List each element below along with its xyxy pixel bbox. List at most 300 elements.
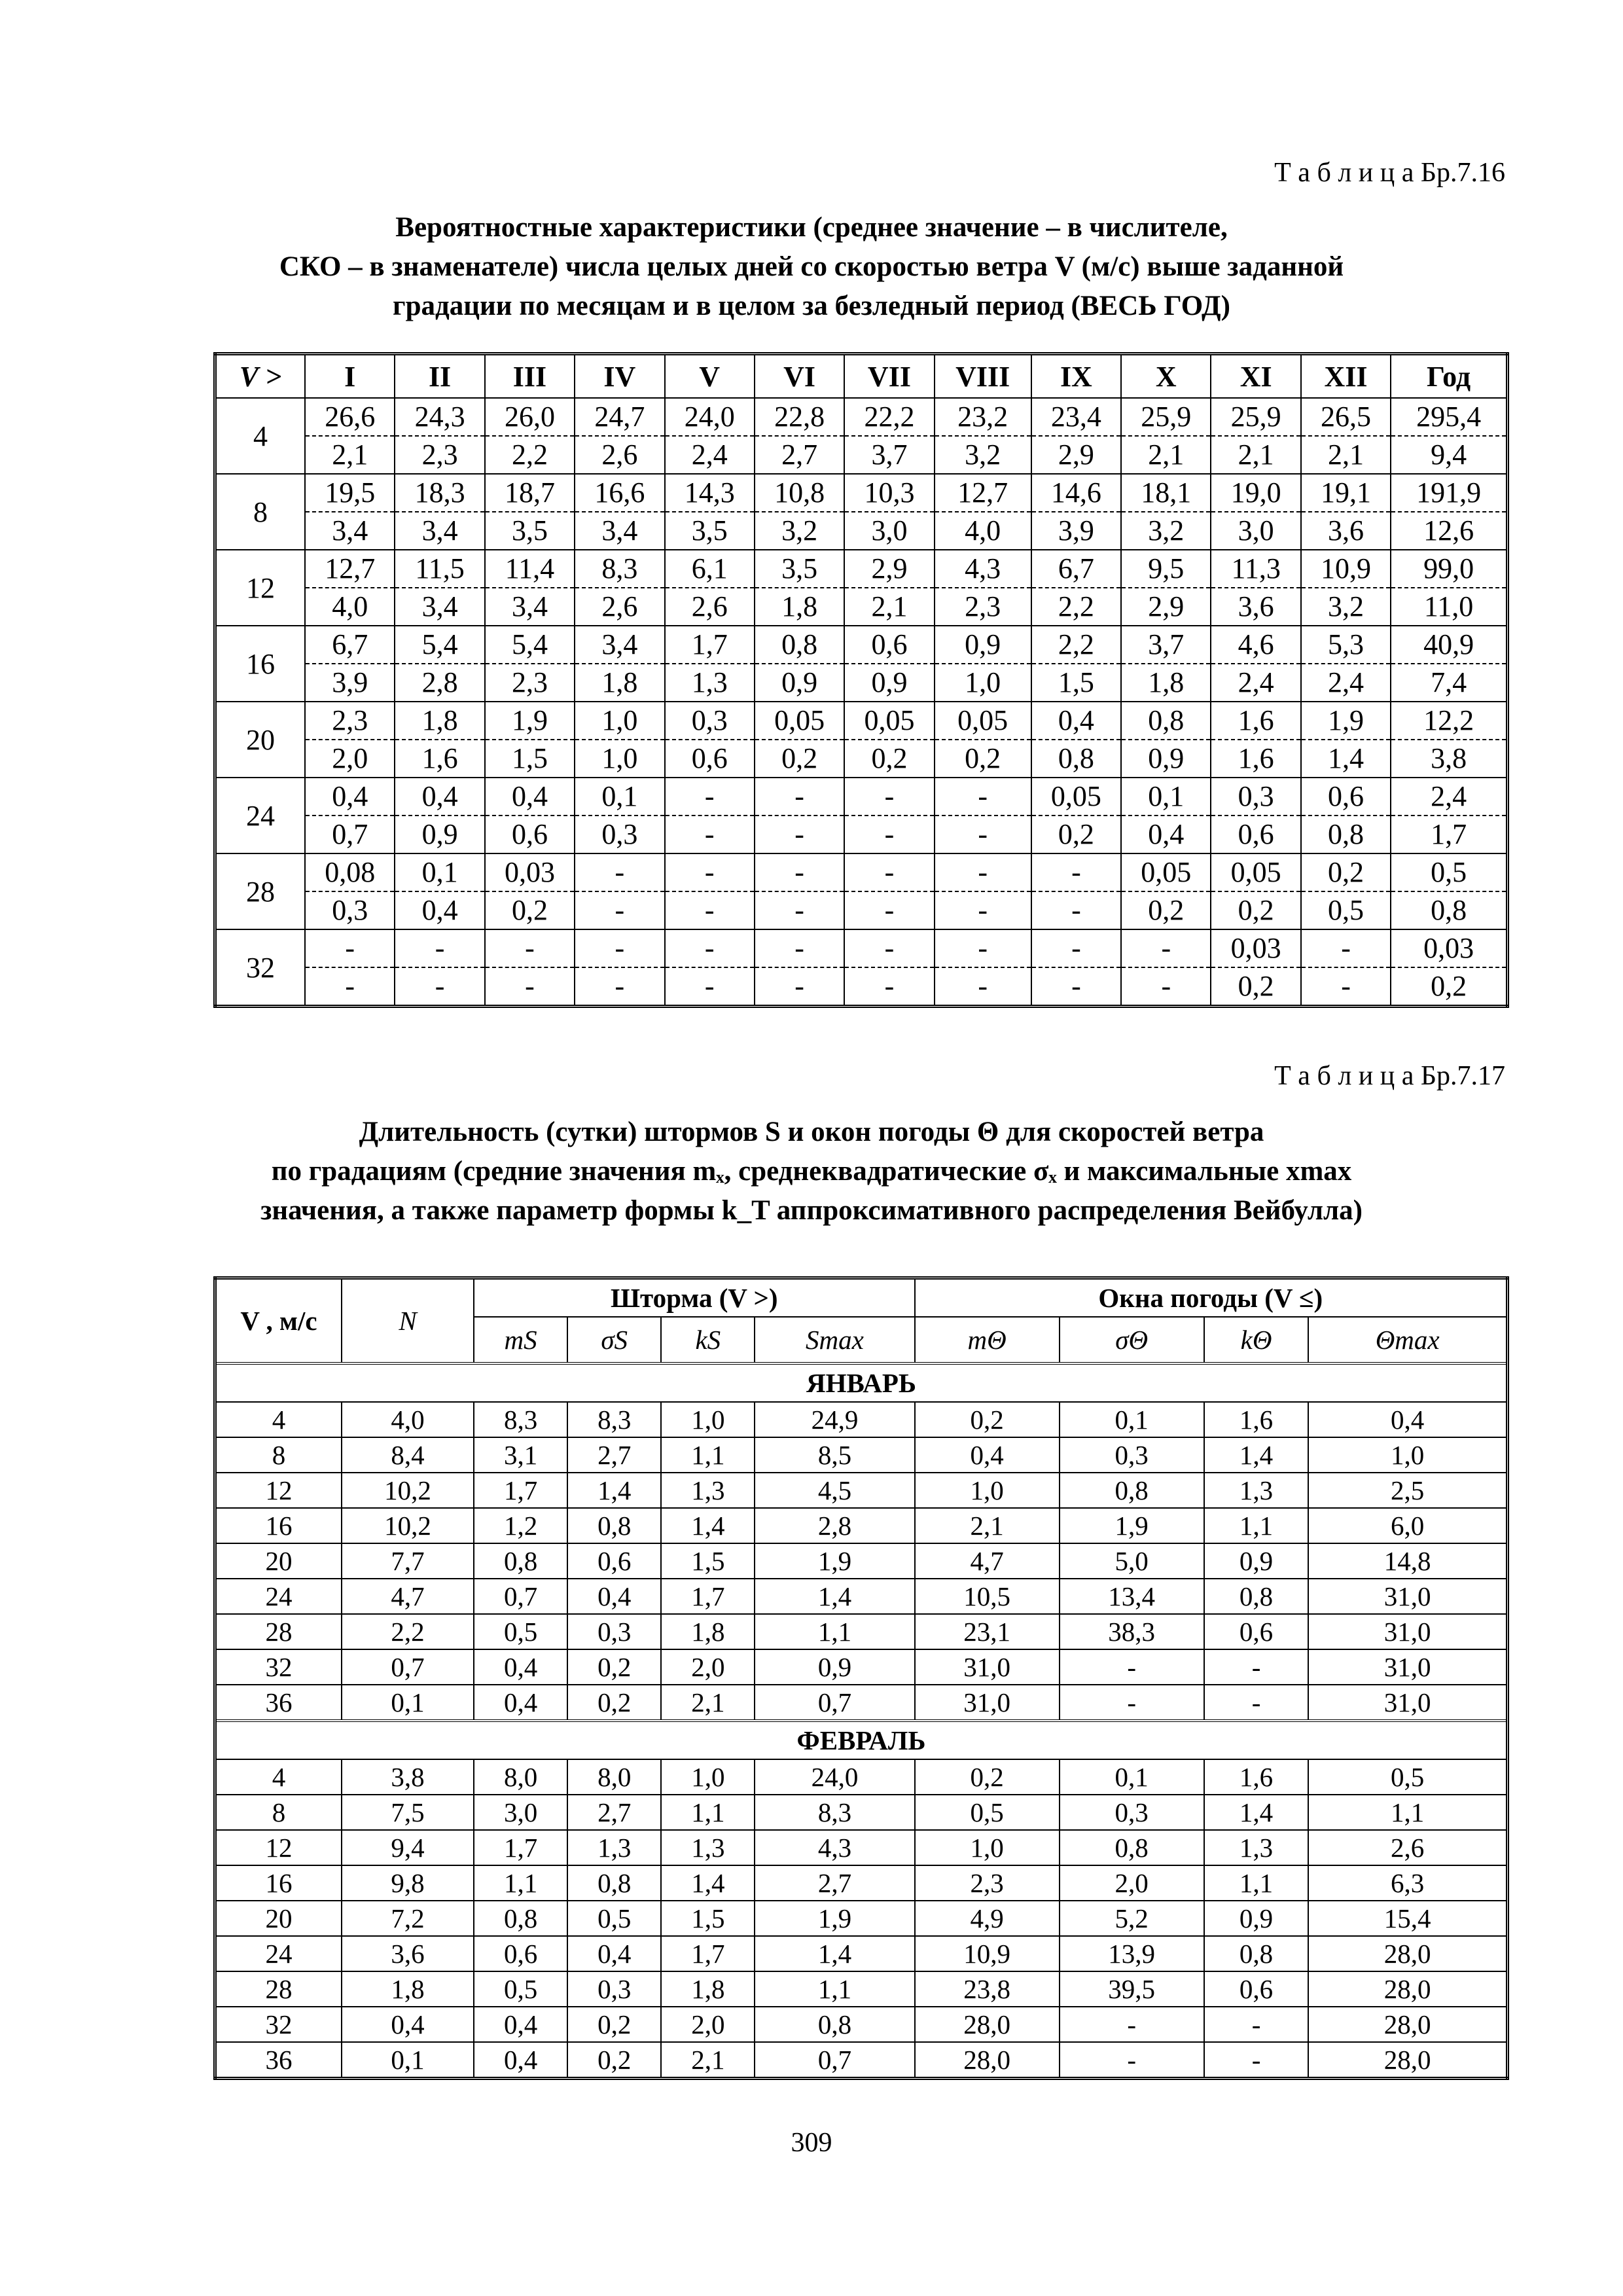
table-cell: 0,3 [1060, 1437, 1204, 1473]
mean-cell: 0,1 [575, 778, 664, 816]
sd-cell: 0,2 [844, 740, 934, 778]
sd-cell: 2,3 [395, 436, 484, 474]
mean-cell: 1,9 [1301, 702, 1391, 740]
table-cell: 8 [215, 1795, 342, 1830]
mean-cell: 0,03 [1211, 929, 1300, 967]
table-cell: 0,6 [567, 1543, 661, 1579]
table-cell: 9,8 [342, 1865, 474, 1901]
mean-cell: 25,9 [1121, 398, 1211, 436]
month-label: ЯНВАРЬ [215, 1363, 1508, 1402]
mean-cell: - [935, 778, 1031, 816]
table-cell: 0,7 [755, 2042, 914, 2079]
table-cell: 0,4 [474, 2007, 567, 2042]
table-cell: 0,5 [1308, 1759, 1507, 1795]
table-cell: 1,3 [1204, 1830, 1309, 1865]
table-cell: 1,4 [661, 1865, 755, 1901]
table-cell: 1,5 [661, 1543, 755, 1579]
sd-cell: 0,9 [1121, 740, 1211, 778]
table-cell: 2,7 [567, 1437, 661, 1473]
table-row [215, 1759, 1508, 1795]
mean-cell: 6,1 [665, 550, 755, 588]
sd-cell: 0,9 [755, 664, 844, 702]
table-cell: 32 [215, 2007, 342, 2042]
table-cell: 12 [215, 1830, 342, 1865]
mean-cell: 10,3 [844, 474, 934, 512]
sd-cell: 2,0 [305, 740, 395, 778]
table-cell: 0,8 [474, 1901, 567, 1936]
table-cell: 0,2 [915, 1759, 1060, 1795]
sd-cell: 0,9 [844, 664, 934, 702]
caption-line: Вероятностные характеристики (среднее значение – в числителе, [395, 212, 1228, 243]
table-cell: 0,2 [567, 1685, 661, 1721]
sd-cell: 2,1 [1301, 436, 1391, 474]
mean-cell: - [665, 778, 755, 816]
table-cell: 8 [215, 1437, 342, 1473]
sd-cell: 3,4 [485, 588, 575, 626]
sd-cell: 1,8 [1121, 664, 1211, 702]
sd-cell: - [935, 967, 1031, 1007]
speed-gradation-cell: 12 [215, 550, 306, 626]
table-cell: 28,0 [1308, 1971, 1507, 2007]
mean-cell: 295,4 [1391, 398, 1507, 436]
table-cell: 0,7 [755, 1685, 914, 1721]
sd-cell: 11,0 [1391, 588, 1507, 626]
sd-cell: 2,9 [1121, 588, 1211, 626]
sd-cell: 0,2 [1031, 816, 1121, 853]
header-cell: V > [215, 354, 306, 399]
sd-cell: 3,9 [305, 664, 395, 702]
table-cell: 0,8 [567, 1865, 661, 1901]
table-row-mean [215, 398, 1508, 436]
subheader-cell: σΘ [1060, 1317, 1204, 1363]
mean-cell: - [305, 929, 395, 967]
table-cell: 0,9 [755, 1649, 914, 1685]
table-cell: 1,3 [661, 1473, 755, 1508]
mean-cell: - [755, 778, 844, 816]
col-n-header: N [342, 1278, 474, 1364]
table-cell: 1,8 [661, 1971, 755, 2007]
sd-cell: 2,2 [485, 436, 575, 474]
sd-cell: - [755, 891, 844, 929]
table-cell: 20 [215, 1543, 342, 1579]
sd-cell: 3,7 [844, 436, 934, 474]
table-row-mean [215, 929, 1508, 967]
table-cell: 0,2 [567, 2042, 661, 2079]
table-cell: 1,4 [755, 1936, 914, 1971]
table-cell: 4,0 [342, 1402, 474, 1437]
table-cell: 1,3 [1204, 1473, 1309, 1508]
table-cell: 4,9 [915, 1901, 1060, 1936]
table-cell: 0,4 [474, 1685, 567, 1721]
mean-cell: 0,9 [935, 626, 1031, 664]
sd-cell: 2,8 [395, 664, 484, 702]
header-cell: VII [844, 354, 934, 399]
table-cell: 0,9 [1204, 1901, 1309, 1936]
mean-cell: 11,4 [485, 550, 575, 588]
header-cell: IX [1031, 354, 1121, 399]
speed-gradation-cell: 24 [215, 778, 306, 853]
table-cell: 4,7 [342, 1579, 474, 1614]
table-cell: 0,5 [474, 1971, 567, 2007]
mean-cell: 2,3 [305, 702, 395, 740]
mean-cell: 18,1 [1121, 474, 1211, 512]
table-row-mean [215, 853, 1508, 891]
table-row [215, 1543, 1508, 1579]
header-cell: VIII [935, 354, 1031, 399]
table-cell: 28,0 [1308, 2042, 1507, 2079]
table-cell: 13,4 [1060, 1579, 1204, 1614]
mean-cell: - [1031, 929, 1121, 967]
table-cell: 0,2 [915, 1402, 1060, 1437]
table-cell: 1,6 [1204, 1402, 1309, 1437]
table-cell: 1,6 [1204, 1759, 1309, 1795]
sd-cell: 1,5 [1031, 664, 1121, 702]
table-cell: 0,4 [342, 2007, 474, 2042]
table-cell: - [1060, 1685, 1204, 1721]
sd-cell: 0,2 [1391, 967, 1507, 1007]
table-cell: 2,0 [661, 2007, 755, 2042]
mean-cell: 0,6 [1301, 778, 1391, 816]
sd-cell: 2,7 [755, 436, 844, 474]
table-row [215, 1508, 1508, 1543]
table-cell: 0,8 [1204, 1936, 1309, 1971]
subheader-cell: Θmax [1308, 1317, 1507, 1363]
table-cell: 2,6 [1308, 1830, 1507, 1865]
table-cell: 0,1 [342, 1685, 474, 1721]
subheader-cell: kΘ [1204, 1317, 1309, 1363]
table-caption-7-17 [196, 1113, 1427, 1230]
table-cell: 1,2 [474, 1508, 567, 1543]
caption-line: градации по месяцам и в целом за безледный период (ВЕСЬ ГОД) [393, 291, 1230, 321]
sd-cell: 3,2 [1121, 512, 1211, 550]
mean-cell: 24,7 [575, 398, 664, 436]
table-cell: 28 [215, 1971, 342, 2007]
table-cell: 31,0 [1308, 1614, 1507, 1649]
sd-cell: 0,8 [1031, 740, 1121, 778]
mean-cell: 0,3 [1211, 778, 1300, 816]
sd-cell: 1,4 [1301, 740, 1391, 778]
mean-cell: 5,3 [1301, 626, 1391, 664]
mean-cell: 26,6 [305, 398, 395, 436]
mean-cell: - [485, 929, 575, 967]
mean-cell: 11,3 [1211, 550, 1300, 588]
mean-cell: 1,8 [395, 702, 484, 740]
table-cell: 2,1 [661, 1685, 755, 1721]
header-cell: I [305, 354, 395, 399]
table-cell: 1,1 [661, 1795, 755, 1830]
table-cell: 0,6 [1204, 1971, 1309, 2007]
table-cell: 0,1 [1060, 1759, 1204, 1795]
table-row [215, 1614, 1508, 1649]
sd-cell: 3,4 [305, 512, 395, 550]
sd-cell: 0,4 [395, 891, 484, 929]
caption-line: значения, а также параметр формы k_T аппроксимативного распределения Вейбулла) [260, 1195, 1363, 1226]
mean-cell: 0,8 [1121, 702, 1211, 740]
speed-gradation-cell: 20 [215, 702, 306, 778]
table-cell: 0,5 [474, 1614, 567, 1649]
sd-cell: 3,5 [665, 512, 755, 550]
table-cell: 0,5 [915, 1795, 1060, 1830]
table-cell: 0,6 [474, 1936, 567, 1971]
table-cell: 7,7 [342, 1543, 474, 1579]
mean-cell: 2,9 [844, 550, 934, 588]
table-row-sd [215, 891, 1508, 929]
table-cell: 0,8 [1204, 1579, 1309, 1614]
mean-cell: 12,7 [935, 474, 1031, 512]
sd-cell: 2,3 [485, 664, 575, 702]
table-cell: 5,0 [1060, 1543, 1204, 1579]
table-cell: 1,7 [661, 1936, 755, 1971]
table-cell: 24 [215, 1936, 342, 1971]
mean-cell: 0,05 [935, 702, 1031, 740]
table-cell: 0,9 [1204, 1543, 1309, 1579]
mean-cell: 18,7 [485, 474, 575, 512]
caption-line: СКО – в знаменателе) числа целых дней со скоростью ветра V (м/с) выше заданной [279, 251, 1344, 282]
table-label-7-17: Т а б л и ц а Бр.7.17 [1274, 1061, 1505, 1091]
mean-cell: 5,4 [395, 626, 484, 664]
table-cell: 1,1 [1204, 1865, 1309, 1901]
sd-cell: 2,1 [1211, 436, 1300, 474]
table-cell: 10,2 [342, 1508, 474, 1543]
table-cell: 28,0 [915, 2007, 1060, 2042]
table-row-sd [215, 436, 1508, 474]
table-cell: 2,8 [755, 1508, 914, 1543]
storm-group-header: Шторма (V >) [474, 1278, 915, 1318]
table-cell: 1,3 [567, 1830, 661, 1865]
mean-cell: 0,05 [844, 702, 934, 740]
mean-cell: - [755, 853, 844, 891]
table-row [215, 1473, 1508, 1508]
table-cell: 32 [215, 1649, 342, 1685]
table-cell: 31,0 [1308, 1685, 1507, 1721]
mean-cell: 0,03 [1391, 929, 1507, 967]
month-row [215, 1363, 1508, 1402]
table-cell: 31,0 [915, 1649, 1060, 1685]
mean-cell: - [665, 853, 755, 891]
table-cell: 8,0 [474, 1759, 567, 1795]
table-cell: 3,6 [342, 1936, 474, 1971]
table-cell: 12 [215, 1473, 342, 1508]
mean-cell: 3,7 [1121, 626, 1211, 664]
header-cell: Год [1391, 354, 1507, 399]
mean-cell: 6,7 [305, 626, 395, 664]
mean-cell: - [844, 853, 934, 891]
sd-cell: 1,0 [935, 664, 1031, 702]
table-cell: 8,3 [474, 1402, 567, 1437]
mean-cell: - [575, 853, 664, 891]
table-cell: 0,2 [567, 1649, 661, 1685]
window-group-header: Окна погоды (V ≤) [915, 1278, 1508, 1318]
mean-cell: 23,2 [935, 398, 1031, 436]
table-header-row [215, 354, 1508, 399]
speed-gradation-cell: 28 [215, 853, 306, 929]
sd-cell: 1,7 [1391, 816, 1507, 853]
table-cell: 1,4 [755, 1579, 914, 1614]
table-cell: 1,1 [755, 1614, 914, 1649]
table-cell: - [1060, 2007, 1204, 2042]
sd-cell: 2,1 [844, 588, 934, 626]
table-cell: 1,3 [661, 1830, 755, 1865]
table-cell: - [1204, 1649, 1309, 1685]
sd-cell: 0,6 [485, 816, 575, 853]
caption-line: по градациям (средние значения mₓ, среднеквадратические σₓ и максимальные xmax [271, 1156, 1352, 1187]
mean-cell: 2,2 [1031, 626, 1121, 664]
sd-cell: 3,4 [575, 512, 664, 550]
table-cell: 31,0 [1308, 1579, 1507, 1614]
sd-cell: 4,0 [935, 512, 1031, 550]
table-cell: 1,1 [661, 1437, 755, 1473]
mean-cell: - [844, 929, 934, 967]
table-cell: 0,3 [567, 1971, 661, 2007]
mean-cell: 0,4 [1031, 702, 1121, 740]
sd-cell: - [485, 967, 575, 1007]
sd-cell: - [575, 891, 664, 929]
table-row [215, 1685, 1508, 1721]
sd-cell: 2,2 [1031, 588, 1121, 626]
table-row [215, 1830, 1508, 1865]
table-caption-7-16 [196, 208, 1427, 326]
sd-cell: 3,2 [935, 436, 1031, 474]
table-cell: 10,2 [342, 1473, 474, 1508]
mean-cell: 0,4 [395, 778, 484, 816]
table-row-mean [215, 474, 1508, 512]
table-cell: 3,8 [342, 1759, 474, 1795]
table-cell: 1,0 [1308, 1437, 1507, 1473]
mean-cell: 24,3 [395, 398, 484, 436]
sd-cell: 0,2 [935, 740, 1031, 778]
table-cell: 6,3 [1308, 1865, 1507, 1901]
header-cell: XI [1211, 354, 1300, 399]
sd-cell: - [844, 816, 934, 853]
table-row [215, 1936, 1508, 1971]
sd-cell: 0,3 [305, 891, 395, 929]
sd-cell: - [665, 967, 755, 1007]
sd-cell: - [575, 967, 664, 1007]
table-row-sd [215, 588, 1508, 626]
table-cell: 36 [215, 2042, 342, 2079]
mean-cell: - [844, 778, 934, 816]
sd-cell: 2,6 [575, 436, 664, 474]
col-v-header: V , м/с [215, 1278, 342, 1364]
wind-days-table [213, 352, 1509, 1008]
mean-cell: 4,3 [935, 550, 1031, 588]
table-cell: 1,1 [755, 1971, 914, 2007]
sd-cell: 3,6 [1301, 512, 1391, 550]
sd-cell: 0,8 [1301, 816, 1391, 853]
table-cell: - [1204, 1685, 1309, 1721]
month-row [215, 1721, 1508, 1759]
table-cell: 1,4 [567, 1473, 661, 1508]
table-cell: 8,0 [567, 1759, 661, 1795]
mean-cell: 0,3 [665, 702, 755, 740]
table-row-mean [215, 550, 1508, 588]
mean-cell: 1,0 [575, 702, 664, 740]
table-cell: 0,4 [567, 1579, 661, 1614]
table-cell: 1,7 [474, 1473, 567, 1508]
table-cell: 0,4 [567, 1936, 661, 1971]
header-cell: X [1121, 354, 1211, 399]
table-row [215, 1437, 1508, 1473]
sd-cell: 1,5 [485, 740, 575, 778]
table-cell: 2,3 [915, 1865, 1060, 1901]
sd-cell: - [305, 967, 395, 1007]
subheader-cell: Smax [755, 1317, 914, 1363]
sd-cell: 12,6 [1391, 512, 1507, 550]
sd-cell: 1,8 [755, 588, 844, 626]
table-cell: 36 [215, 1685, 342, 1721]
table-label-7-16: Т а б л и ц а Бр.7.16 [1274, 158, 1505, 188]
table-cell: 1,1 [1204, 1508, 1309, 1543]
table-row-mean [215, 778, 1508, 816]
table-row [215, 2007, 1508, 2042]
speed-gradation-cell: 8 [215, 474, 306, 550]
mean-cell: 40,9 [1391, 626, 1507, 664]
sd-cell: 2,3 [935, 588, 1031, 626]
table-cell: 20 [215, 1901, 342, 1936]
speed-gradation-cell: 32 [215, 929, 306, 1007]
table-cell: 1,8 [342, 1971, 474, 2007]
sd-cell: - [395, 967, 484, 1007]
table-cell: 1,7 [474, 1830, 567, 1865]
sd-cell: 2,6 [575, 588, 664, 626]
sd-cell: 0,6 [665, 740, 755, 778]
sd-cell: 3,2 [755, 512, 844, 550]
sd-cell: 3,4 [395, 588, 484, 626]
table-cell: 14,8 [1308, 1543, 1507, 1579]
mean-cell: 10,8 [755, 474, 844, 512]
subheader-cell: σS [567, 1317, 661, 1363]
sd-cell: - [755, 967, 844, 1007]
mean-cell: - [935, 853, 1031, 891]
table-cell: 2,7 [567, 1795, 661, 1830]
sd-cell: 1,8 [575, 664, 664, 702]
mean-cell: 24,0 [665, 398, 755, 436]
table-cell: 4 [215, 1402, 342, 1437]
table-cell: 8,5 [755, 1437, 914, 1473]
table-cell: 28,0 [915, 2042, 1060, 2079]
mean-cell: 3,5 [755, 550, 844, 588]
sd-cell: - [1301, 967, 1391, 1007]
mean-cell: 14,6 [1031, 474, 1121, 512]
caption-line: Длительность (сутки) штормов S и окон погоды Θ для скоростей ветра [359, 1117, 1264, 1147]
table-cell: 28,0 [1308, 1936, 1507, 1971]
mean-cell: 0,4 [485, 778, 575, 816]
mean-cell: 4,6 [1211, 626, 1300, 664]
mean-cell: - [395, 929, 484, 967]
sd-cell: 9,4 [1391, 436, 1507, 474]
table-cell: 38,3 [1060, 1614, 1204, 1649]
table-cell: 3,1 [474, 1437, 567, 1473]
sd-cell: 4,0 [305, 588, 395, 626]
sd-cell: 2,4 [1301, 664, 1391, 702]
table-cell: 4,3 [755, 1830, 914, 1865]
table-cell: 2,0 [661, 1649, 755, 1685]
table-cell: 1,0 [661, 1402, 755, 1437]
mean-cell: 25,9 [1211, 398, 1300, 436]
sd-cell: 3,2 [1301, 588, 1391, 626]
mean-cell: 6,7 [1031, 550, 1121, 588]
mean-cell: 5,4 [485, 626, 575, 664]
sd-cell: 0,2 [485, 891, 575, 929]
mean-cell: 12,7 [305, 550, 395, 588]
table-cell: 31,0 [915, 1685, 1060, 1721]
table-cell: 2,5 [1308, 1473, 1507, 1508]
table-row [215, 1795, 1508, 1830]
table-cell: 0,8 [1060, 1830, 1204, 1865]
table-cell: 28 [215, 1614, 342, 1649]
sd-cell: 7,4 [1391, 664, 1507, 702]
table-cell: 0,3 [567, 1614, 661, 1649]
